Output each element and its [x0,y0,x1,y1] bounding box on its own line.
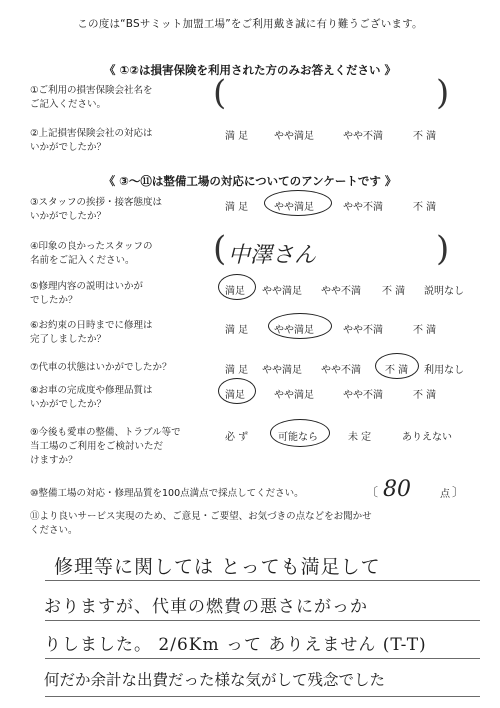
comment-rule [45,580,480,581]
score-unit: 点 [440,489,450,500]
q8-option-3[interactable]: やや不満 [343,390,383,401]
question-1: ①ご利用の損害保険会社名を ご記入ください。 [30,85,153,110]
q5-option-2[interactable]: やや満足 [262,286,302,297]
q3-selection-circle [264,190,332,216]
question-11: ⑪より良いサービス実現のため、ご意見・ご要望、お気づきの点などをお聞かせ ください。 [30,511,372,536]
q6-option-4[interactable]: 不 満 [413,325,437,336]
q2-option-3[interactable]: やや不満 [343,131,383,142]
answer-bracket-right: ) [436,229,450,269]
section-heading-workshop: 《 ③〜⑪は整備工場の対応についてのアンケートです 》 [103,174,397,188]
question-2: ②上記損害保険会社の対応は いかがでしたか？ [30,128,153,153]
q8-selection-circle [218,378,256,404]
q9-option-4[interactable]: ありえない [402,432,452,443]
q5-option-5[interactable]: 説明なし [424,286,464,297]
comment-rule [45,620,480,621]
q9-option-1[interactable]: 必 ず [225,432,249,443]
question-8: ⑧お車の完成度や修理品質は いかがでしたか？ [30,385,153,410]
comment-line-2: おりますが、代車の燃費の悪さにがっか [44,597,368,617]
q8-option-4[interactable]: 不 満 [413,390,437,401]
q3-option-4[interactable]: 不 満 [413,202,437,213]
question-6: ⑥お約束の日時までに修理は 完了しましたか？ [30,320,153,345]
q6-selection-circle [268,313,332,339]
q8-option-1[interactable]: 満足 [225,390,245,401]
q7-option-4[interactable]: 不 満 [385,365,409,376]
q9-option-3[interactable]: 未 定 [348,432,372,443]
insurance-company-field[interactable] [222,84,437,110]
q7-option-2[interactable]: やや満足 [262,365,302,376]
q2-option-1[interactable]: 満 足 [225,131,249,142]
question-5: ⑤修理内容の説明はいかが でしたか？ [30,281,144,306]
question-4: ④印象の良かったスタッフの 名前をご記入ください。 [30,241,153,266]
q6-option-1[interactable]: 満 足 [225,325,249,336]
answer-bracket-left: ( [213,73,227,113]
staff-name-handwritten: 中澤さん [228,243,317,268]
q9-selection-circle [270,419,330,447]
q3-option-2[interactable]: やや満足 [274,202,314,213]
q8-option-2[interactable]: やや満足 [274,390,314,401]
question-7: ⑦代車の状態はいかがでしたか？ [30,362,172,373]
comment-line-1: 修理等に関しては とっても満足して [54,556,381,578]
score-bracket-right: 〕 [452,485,465,499]
q2-option-2[interactable]: やや満足 [274,131,314,142]
q3-option-3[interactable]: やや不満 [343,202,383,213]
section-heading-insurance: 《 ①②は損害保険を利用された方のみお答えください 》 [104,63,396,77]
score-bracket-left: 〔 [366,485,379,499]
q7-selection-circle [375,353,419,379]
answer-bracket-right: ) [436,73,450,113]
comment-area[interactable] [40,546,480,704]
q6-option-2[interactable]: やや満足 [274,325,314,336]
q5-option-3[interactable]: やや不満 [321,286,361,297]
q6-option-3[interactable]: やや不満 [343,325,383,336]
q7-option-1[interactable]: 満 足 [225,365,249,376]
q3-option-1[interactable]: 満 足 [225,202,249,213]
question-9: ⑨今後も愛車の整備、トラブル等で 当工場のご利用をご検討いただ けますか？ [30,427,181,466]
q7-option-5[interactable]: 利用なし [424,365,464,376]
score-handwritten[interactable]: 80 [383,477,411,502]
q7-option-3[interactable]: やや不満 [321,365,361,376]
q5-selection-circle [218,274,256,300]
question-3: ③スタッフの挨拶・接客態度は いかがでしたか？ [30,197,163,222]
q5-option-1[interactable]: 満足 [225,286,245,297]
q9-option-2[interactable]: 可能なら [278,432,318,443]
question-10: ⑩整備工場の対応・修理品質を100点満点で採点してください。 [30,488,304,499]
q5-option-4[interactable]: 不 満 [382,286,406,297]
intro-text: この度は“BSサミット加盟工場”をご利用戴き誠に有り難うございます。 [77,18,423,30]
comment-line-4: 何だか余計な出費だった様な気がして残念でした [44,671,386,689]
comment-rule [45,658,480,659]
comment-rule [45,696,480,697]
q2-option-4[interactable]: 不 満 [413,131,437,142]
answer-bracket-left: ( [213,229,227,269]
comment-line-3: りしました。 2/6Km って ありえません (T-T) [44,635,427,655]
